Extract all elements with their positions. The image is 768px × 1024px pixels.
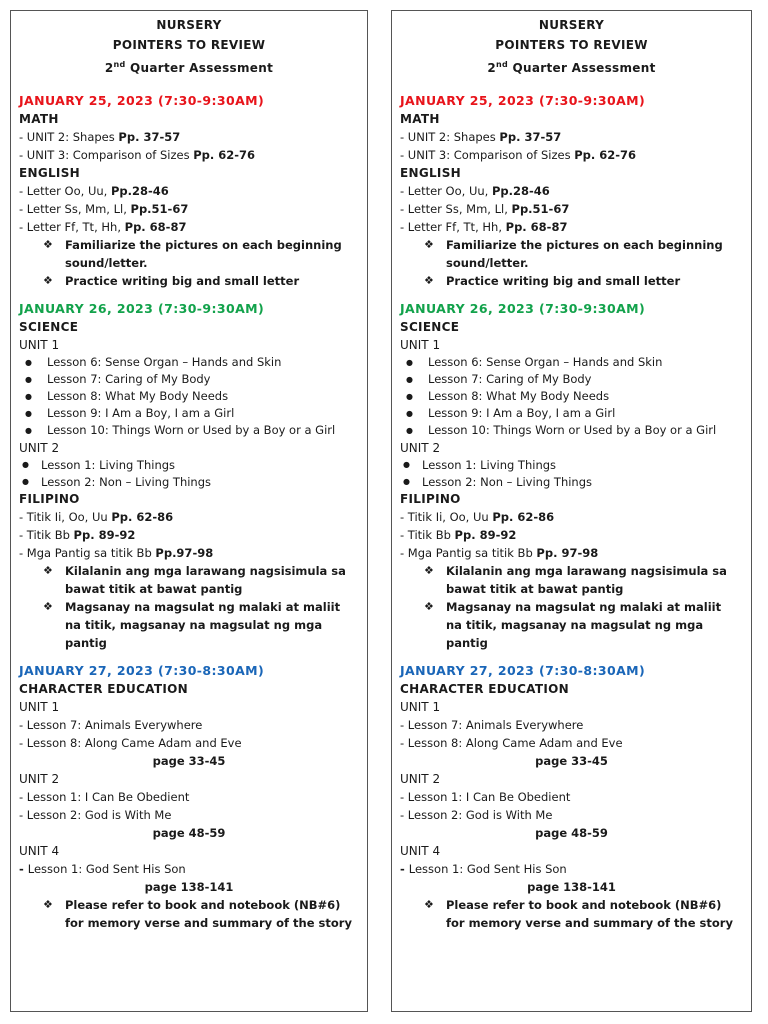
subject-math: MATH [400, 112, 440, 126]
lesson-item: ● Lesson 2: Non – Living Things [19, 474, 359, 491]
filipino-line: - Mga Pantig sa titik Bb Pp. 97-98 [400, 546, 599, 560]
jan25-notes [19, 236, 359, 290]
note-item: ❖ Kilalanin ang mga larawang nagsisimula sa bawat titik at bawat pantig [400, 562, 743, 598]
math-line: - UNIT 3: Comparison of Sizes Pp. 62-76 [400, 148, 637, 162]
lesson-line: - Lesson 1: I Can Be Obedient [400, 790, 571, 804]
page-range: page 33-45 [535, 754, 608, 768]
note-item: ❖ Magsanay na magsulat ng malaki at maliit na titik, magsanay na magsulat ng mga pantig [19, 598, 359, 652]
lesson-line: - Lesson 1: God Sent His Son [400, 862, 567, 876]
unit-label: UNIT 4 [400, 844, 441, 858]
math-line: - UNIT 2: Shapes Pp. 37-57 [400, 130, 562, 144]
lesson-line: - Lesson 8: Along Came Adam and Eve [19, 736, 242, 750]
lesson-item: ● Lesson 6: Sense Organ – Hands and Skin [400, 354, 743, 371]
lesson-line: - Lesson 1: I Can Be Obedient [19, 790, 190, 804]
math-line: - UNIT 2: Shapes Pp. 37-57 [19, 130, 181, 144]
subject-english: ENGLISH [19, 166, 80, 180]
lesson-item: ● Lesson 6: Sense Organ – Hands and Skin [19, 354, 359, 371]
subject-science: SCIENCE [19, 320, 79, 334]
title-pointers: POINTERS TO REVIEW [112, 38, 266, 52]
lesson-line: - Lesson 2: God is With Me [19, 808, 172, 822]
date-jan26: JANUARY 26, 2023 (7:30-9:30AM) [19, 301, 265, 316]
unit-label: UNIT 2 [19, 772, 60, 786]
lesson-item: ● Lesson 7: Caring of My Body [400, 371, 743, 388]
unit-label: UNIT 2 [19, 441, 60, 455]
note-item: ❖ Kilalanin ang mga larawang nagsisimula sa bawat titik at bawat pantig [19, 562, 359, 598]
lesson-item: ● Lesson 10: Things Worn or Used by a Boy or a Girl [400, 422, 743, 439]
page-range: page 48-59 [152, 826, 226, 840]
jan26-notes [19, 562, 359, 652]
filipino-line: - Mga Pantig sa titik Bb Pp.97-98 [19, 546, 214, 560]
filipino-line: - Titik Bb Pp. 89-92 [400, 528, 517, 542]
english-line: - Letter Ff, Tt, Hh, Pp. 68-87 [19, 220, 187, 234]
filipino-line: - Titik Ii, Oo, Uu Pp. 62-86 [400, 510, 555, 524]
subject-filipino: FILIPINO [19, 492, 80, 506]
lesson-line: - Lesson 1: God Sent His Son [19, 862, 186, 876]
lesson-line: - Lesson 7: Animals Everywhere [19, 718, 203, 732]
filipino-line: - Titik Ii, Oo, Uu Pp. 62-86 [19, 510, 174, 524]
subject-science: SCIENCE [400, 320, 460, 334]
note-item: ❖ Practice writing big and small letter [19, 272, 359, 290]
lesson-item: ● Lesson 2: Non – Living Things [400, 474, 743, 491]
jan26-notes [400, 562, 743, 652]
note-item: ❖ Practice writing big and small letter [400, 272, 743, 290]
date-jan25: JANUARY 25, 2023 (7:30-9:30AM) [19, 93, 265, 108]
page-range: page 33-45 [152, 754, 226, 768]
unit-label: UNIT 1 [19, 338, 60, 352]
science-unit2-list [400, 457, 743, 490]
note-item: ❖ Familiarize the pictures on each beginning sound/letter. [19, 236, 359, 272]
jan25-notes [400, 236, 743, 290]
unit-label: UNIT 2 [400, 441, 441, 455]
math-line: - UNIT 3: Comparison of Sizes Pp. 62-76 [19, 148, 256, 162]
english-line: - Letter Oo, Uu, Pp.28-46 [19, 184, 169, 198]
title-nursery: NURSERY [538, 18, 605, 32]
lesson-item: ● Lesson 7: Caring of My Body [19, 371, 359, 388]
lesson-item: ● Lesson 1: Living Things [19, 457, 359, 474]
english-line: - Letter Oo, Uu, Pp.28-46 [400, 184, 550, 198]
science-unit2-list [19, 457, 359, 490]
subject-character-education: CHARACTER EDUCATION [19, 682, 188, 696]
subject-math: MATH [19, 112, 59, 126]
lesson-line: - Lesson 2: God is With Me [400, 808, 553, 822]
title-quarter: 2nd Quarter Assessment [487, 60, 656, 75]
lesson-item: ● Lesson 9: I Am a Boy, I am a Girl [400, 405, 743, 422]
note-item: ❖ Familiarize the pictures on each beginning sound/letter. [400, 236, 743, 272]
review-sheet-left [10, 10, 368, 1012]
lesson-line: - Lesson 8: Along Came Adam and Eve [400, 736, 623, 750]
date-jan25: JANUARY 25, 2023 (7:30-9:30AM) [400, 93, 646, 108]
lesson-item: ● Lesson 9: I Am a Boy, I am a Girl [19, 405, 359, 422]
date-jan27: JANUARY 27, 2023 (7:30-8:30AM) [19, 663, 265, 678]
subject-character-education: CHARACTER EDUCATION [400, 682, 569, 696]
subject-filipino: FILIPINO [400, 492, 461, 506]
page-range: page 138-141 [527, 880, 616, 894]
title-pointers: POINTERS TO REVIEW [495, 38, 648, 52]
date-jan27: JANUARY 27, 2023 (7:30-8:30AM) [400, 663, 646, 678]
english-line: - Letter Ss, Mm, Ll, Pp.51-67 [19, 202, 189, 216]
date-jan26: JANUARY 26, 2023 (7:30-9:30AM) [400, 301, 646, 316]
title-nursery: NURSERY [156, 18, 222, 32]
page-range: page 48-59 [535, 826, 608, 840]
note-item: ❖ Please refer to book and notebook (NB#6) for memory verse and summary of the story [19, 896, 359, 932]
subject-english: ENGLISH [400, 166, 461, 180]
lesson-item: ● Lesson 8: What My Body Needs [400, 388, 743, 405]
science-unit1-list [400, 354, 743, 439]
note-item: ❖ Magsanay na magsulat ng malaki at maliit na titik, magsanay na magsulat ng mga pantig [400, 598, 743, 652]
science-unit1-list [19, 354, 359, 439]
unit-label: UNIT 4 [19, 844, 60, 858]
jan27-notes [19, 896, 359, 932]
lesson-item: ● Lesson 8: What My Body Needs [19, 388, 359, 405]
jan27-notes [400, 896, 743, 932]
english-line: - Letter Ff, Tt, Hh, Pp. 68-87 [400, 220, 568, 234]
title-quarter: 2nd Quarter Assessment [104, 60, 274, 75]
note-item: ❖ Please refer to book and notebook (NB#6) for memory verse and summary of the story [400, 896, 743, 932]
lesson-item: ● Lesson 10: Things Worn or Used by a Boy or a Girl [19, 422, 359, 439]
review-sheet-right [391, 10, 752, 1012]
lesson-item: ● Lesson 1: Living Things [400, 457, 743, 474]
lesson-line: - Lesson 7: Animals Everywhere [400, 718, 584, 732]
english-line: - Letter Ss, Mm, Ll, Pp.51-67 [400, 202, 570, 216]
unit-label: UNIT 2 [400, 772, 441, 786]
unit-label: UNIT 1 [19, 700, 60, 714]
page-range: page 138-141 [144, 880, 234, 894]
unit-label: UNIT 1 [400, 338, 441, 352]
unit-label: UNIT 1 [400, 700, 441, 714]
filipino-line: - Titik Bb Pp. 89-92 [19, 528, 136, 542]
